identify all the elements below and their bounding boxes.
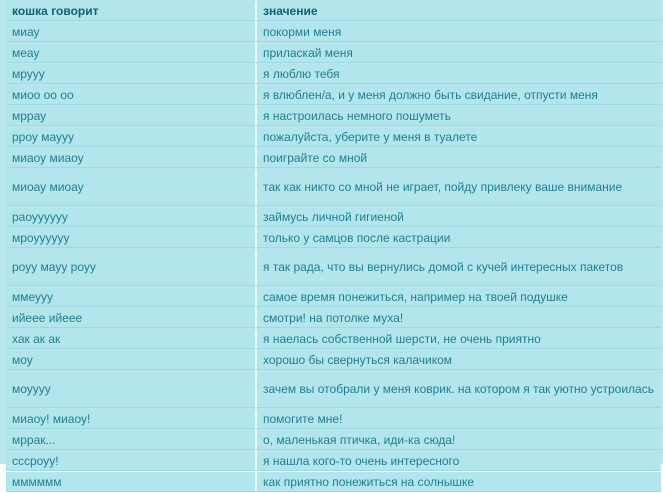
table-row (6, 371, 661, 408)
table-row (6, 308, 661, 328)
sound-meaning: так как никто со мной не играет, пойду привлеку ваше внимание (255, 169, 661, 206)
table-row (6, 287, 661, 307)
table-row (6, 22, 661, 42)
sound-meaning: зачем вы отобрали у меня коврик. на котором я так уютно устроилась (255, 371, 661, 408)
cat-sound: моуууу (6, 371, 255, 408)
cat-sound: мроуууууу (6, 228, 255, 248)
sound-meaning: я так рада, что вы вернулись домой с кучей интересных пакетов (255, 249, 661, 286)
table-row (6, 430, 661, 450)
sound-meaning: я настроилась немного пошуметь (255, 106, 661, 126)
cat-sound: моу (6, 350, 255, 370)
cat-sound: миаоу миаоу (6, 148, 255, 168)
cat-sound: роуу мауу роуу (6, 249, 255, 286)
cat-sound: рроу маууу (6, 127, 255, 147)
table-row (6, 228, 661, 248)
cat-sound: мррау (6, 106, 255, 126)
cat-sound: миау (6, 22, 255, 42)
table-row (6, 207, 661, 227)
sound-meaning: хорошо бы свернуться калачиком (255, 350, 661, 370)
cat-sound: мррак... (6, 430, 255, 450)
sound-meaning: помогите мне! (255, 409, 661, 429)
sound-meaning: я влюблен/а, и у меня должно быть свидание, отпусти меня (255, 85, 661, 105)
sound-meaning: я люблю тебя (255, 64, 661, 84)
table-row (6, 169, 661, 206)
header-row (6, 1, 661, 21)
cat-sound: раоуууууу (6, 207, 255, 227)
cat-sound: миоау миоау (6, 169, 255, 206)
sound-meaning: о, маленькая птичка, иди-ка сюда! (255, 430, 661, 450)
cat-sound: миоо оо оо (6, 85, 255, 105)
table-row (6, 148, 661, 168)
sound-meaning: самое время понежиться, например на твоей подушке (255, 287, 661, 307)
sound-meaning: займусь личной гигиеной (255, 207, 661, 227)
cat-sound: мммммм (6, 472, 255, 492)
table-row (6, 451, 661, 471)
header-meaning: значение (255, 1, 661, 21)
sound-meaning: поиграйте со мной (255, 148, 661, 168)
sound-meaning: как приятно понежиться на солнышке (255, 472, 661, 492)
cat-sound: ийеее ийеее (6, 308, 255, 328)
cat-sound: сссроуу! (6, 451, 255, 471)
table-row (6, 85, 661, 105)
cat-sound: хак ак ак (6, 329, 255, 349)
table-row (6, 106, 661, 126)
table-row (6, 409, 661, 429)
sound-meaning: смотри! на потолке муха! (255, 308, 661, 328)
table-row (6, 249, 661, 286)
table-row (6, 350, 661, 370)
cat-sound: меау (6, 43, 255, 63)
sound-meaning: я нашла кого-то очень интересного (255, 451, 661, 471)
cat-sound: мрууу (6, 64, 255, 84)
header-cat-says: кошка говорит (6, 1, 255, 21)
table-row (6, 64, 661, 84)
cat-sound: ммеууу (6, 287, 255, 307)
sound-meaning: покорми меня (255, 22, 661, 42)
sound-meaning: только у самцов после кастрации (255, 228, 661, 248)
table-row (6, 127, 661, 147)
sound-meaning: пожалуйста, уберите у меня в туалете (255, 127, 661, 147)
table-row (6, 43, 661, 63)
cat-sound: миаоу! миаоу! (6, 409, 255, 429)
table-row (6, 329, 661, 349)
cat-language-table (6, 0, 661, 493)
table-row (6, 472, 661, 492)
sound-meaning: приласкай меня (255, 43, 661, 63)
sound-meaning: я наелась собственной шерсти, не очень приятно (255, 329, 661, 349)
